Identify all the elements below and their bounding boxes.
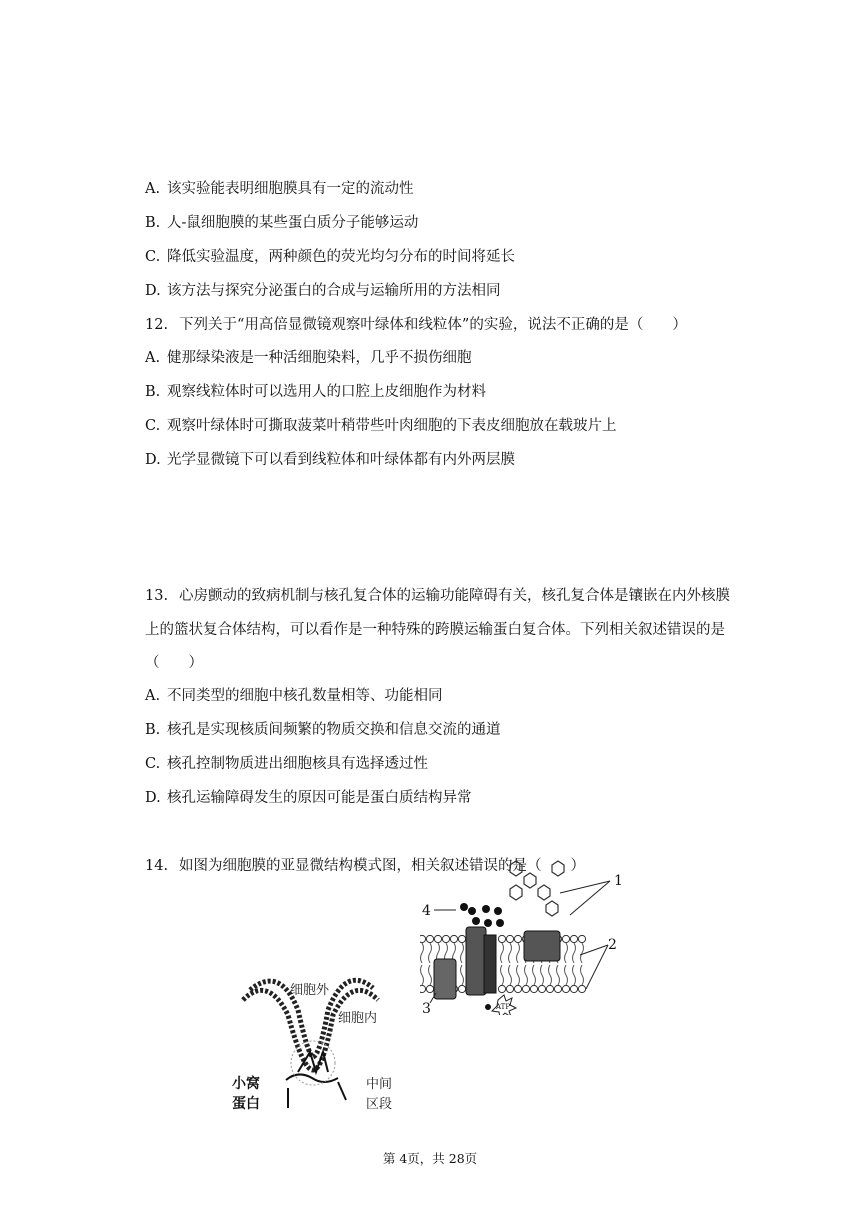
transmembrane-protein [466, 927, 486, 995]
lipid-tail [517, 965, 520, 985]
option-letter: C. [145, 756, 161, 772]
option-text: 该实验能表明细胞膜具有一定的流动性 [167, 181, 414, 197]
lipid-tail [509, 943, 512, 963]
q13-option-a [145, 686, 443, 706]
lipid-head [514, 985, 521, 992]
lipid-tail [461, 965, 464, 985]
lipid-head [498, 985, 505, 992]
lipid-tail [581, 965, 584, 985]
lipid-tail [565, 965, 568, 985]
question-text: 心房颤动的致病机制与核孔复合体的运输功能障碍有关，核孔复合体是镶嵌在内外核膜 [179, 588, 730, 604]
lipid-tail [557, 965, 560, 985]
option-text: 人-鼠细胞膜的某些蛋白质分子能够运动 [167, 215, 419, 231]
question-number: 14. [145, 858, 169, 874]
lipid-head [578, 985, 585, 992]
lipid-head [426, 935, 433, 942]
option-letter: B. [145, 722, 161, 738]
glycoprotein-chains [510, 861, 564, 916]
option-letter: C. [145, 418, 161, 434]
option-letter: B. [145, 384, 161, 400]
label-4: 4 [422, 903, 431, 919]
question-text: 上的篮状复合体结构，可以看作是一种特殊的跨膜运输蛋白复合体。下列相关叙述错误的是 [145, 622, 725, 638]
channel-protein [484, 935, 496, 993]
option-letter: D. [145, 790, 161, 806]
option-letter: D. [145, 452, 161, 468]
upper-heads [420, 935, 586, 942]
lipid-head [570, 985, 577, 992]
option-letter: D. [145, 283, 161, 299]
q13-option-c [145, 754, 428, 774]
q11-option-c [145, 247, 515, 267]
lipid-tail [429, 943, 432, 963]
q13-option-d [145, 788, 472, 808]
option-text: 该方法与探究分泌蛋白的合成与运输所用的方法相同 [167, 283, 501, 299]
lipid-head [578, 935, 585, 942]
q12-option-c [145, 416, 617, 436]
lipid-tail [533, 965, 536, 985]
option-letter: A. [145, 181, 161, 197]
q13-stem-line1 [145, 586, 730, 606]
caveolae-figure [228, 960, 398, 1120]
q13-option-b [145, 720, 501, 740]
option-text: 核孔控制物质进出细胞核具有选择透过性 [167, 756, 428, 772]
option-text: 核孔是实现核质间频繁的物质交换和信息交流的通道 [167, 722, 501, 738]
lipid-head [570, 935, 577, 942]
option-text: 光学显微镜下可以看到线粒体和叶绿体都有内外两层膜 [167, 452, 515, 468]
option-letter: B. [145, 215, 161, 231]
q13-stem-line3 [145, 653, 203, 673]
lipid-tail [549, 965, 552, 985]
lipid-tail [509, 965, 512, 985]
lipid-head [420, 935, 426, 942]
signal-molecules [460, 903, 504, 927]
lipid-head [420, 985, 426, 992]
label-caveolin-1: 小窝 [232, 1076, 260, 1092]
answer-brackets: （ ） [145, 655, 203, 671]
option-text: 健那绿染液是一种活细胞染料，几乎不损伤细胞 [167, 350, 472, 366]
lipid-head [530, 985, 537, 992]
lipid-head [562, 935, 569, 942]
label-middle-2: 区段 [366, 1097, 393, 1112]
question-number: 12. [145, 317, 169, 333]
lipid-head [514, 935, 521, 942]
q11-option-d [145, 281, 501, 301]
lipid-head [506, 985, 513, 992]
lipid-head [538, 985, 545, 992]
lipid-tail [501, 965, 504, 985]
caveolin-protein [286, 1052, 346, 1108]
label-2: 2 [608, 937, 617, 953]
ion-dot [485, 1004, 491, 1010]
lipid-head [498, 935, 505, 942]
lipid-head [554, 985, 561, 992]
lipid-head [458, 985, 465, 992]
lipid-head [426, 985, 433, 992]
lipid-head [442, 935, 449, 942]
lipid-tail [421, 943, 424, 963]
lipid-tail [501, 943, 504, 963]
lipid-head [434, 935, 441, 942]
label-1-lines [560, 881, 610, 915]
label-middle-1: 中间 [366, 1077, 393, 1092]
option-text: 观察叶绿体时可撕取菠菜叶稍带些叶肉细胞的下表皮细胞放在载玻片上 [167, 418, 617, 434]
label-caveolin-2: 蛋白 [232, 1096, 260, 1112]
q12-option-a [145, 348, 472, 368]
lipid-head [458, 935, 465, 942]
option-text: 不同类型的细胞中核孔数量相等、功能相同 [167, 688, 443, 704]
lipid-tail [421, 965, 424, 985]
atp-label: ATP [496, 1003, 511, 1011]
label-1: 1 [614, 873, 623, 889]
q11-option-b [145, 213, 418, 233]
label-outside: 细胞外 [290, 983, 330, 998]
lipid-tail [565, 943, 568, 963]
lipid-tail [541, 965, 544, 985]
carrier-protein-3 [434, 959, 456, 999]
option-letter: A. [145, 688, 161, 704]
lipid-head [522, 985, 529, 992]
lipid-head [506, 935, 513, 942]
question-text: 如图为细胞膜的亚显微结构模式图，相关叙述错误的是（ ） [179, 858, 585, 874]
lipid-tail [429, 965, 432, 985]
label-2-lines [580, 945, 608, 989]
lipid-tail [525, 965, 528, 985]
question-number: 13. [145, 588, 169, 604]
lipid-tail [573, 965, 576, 985]
q11-option-a [145, 179, 414, 199]
q12-option-d [145, 450, 515, 470]
question-text: 下列关于“用高倍显微镜观察叶绿体和线粒体”的实验，说法不正确的是（ ） [179, 317, 687, 333]
fluid-mosaic-figure [420, 855, 640, 1015]
q12-option-b [145, 382, 486, 402]
label-3: 3 [422, 1001, 431, 1015]
label-inside: 细胞内 [338, 1011, 378, 1026]
option-text: 降低实验温度，两种颜色的荧光均匀分布的时间将延长 [167, 249, 515, 265]
q13-stem-line2 [145, 620, 725, 640]
lipid-tail [461, 943, 464, 963]
option-text: 核孔运输障碍发生的原因可能是蛋白质结构异常 [167, 790, 472, 806]
lipid-head [450, 935, 457, 942]
lipid-tail [573, 943, 576, 963]
option-letter: C. [145, 249, 161, 265]
lipid-head [546, 985, 553, 992]
glycoprotein-body [524, 931, 560, 961]
lipid-tail [581, 943, 584, 963]
lipid-head [562, 985, 569, 992]
lipid-tail [517, 943, 520, 963]
option-letter: A. [145, 350, 161, 366]
option-text: 观察线粒体时可以选用人的口腔上皮细胞作为材料 [167, 384, 486, 400]
q12-stem [145, 315, 687, 335]
page-footer: 第 4页，共 28页 [382, 1151, 478, 1166]
membrane-outer-layer [243, 990, 378, 1070]
